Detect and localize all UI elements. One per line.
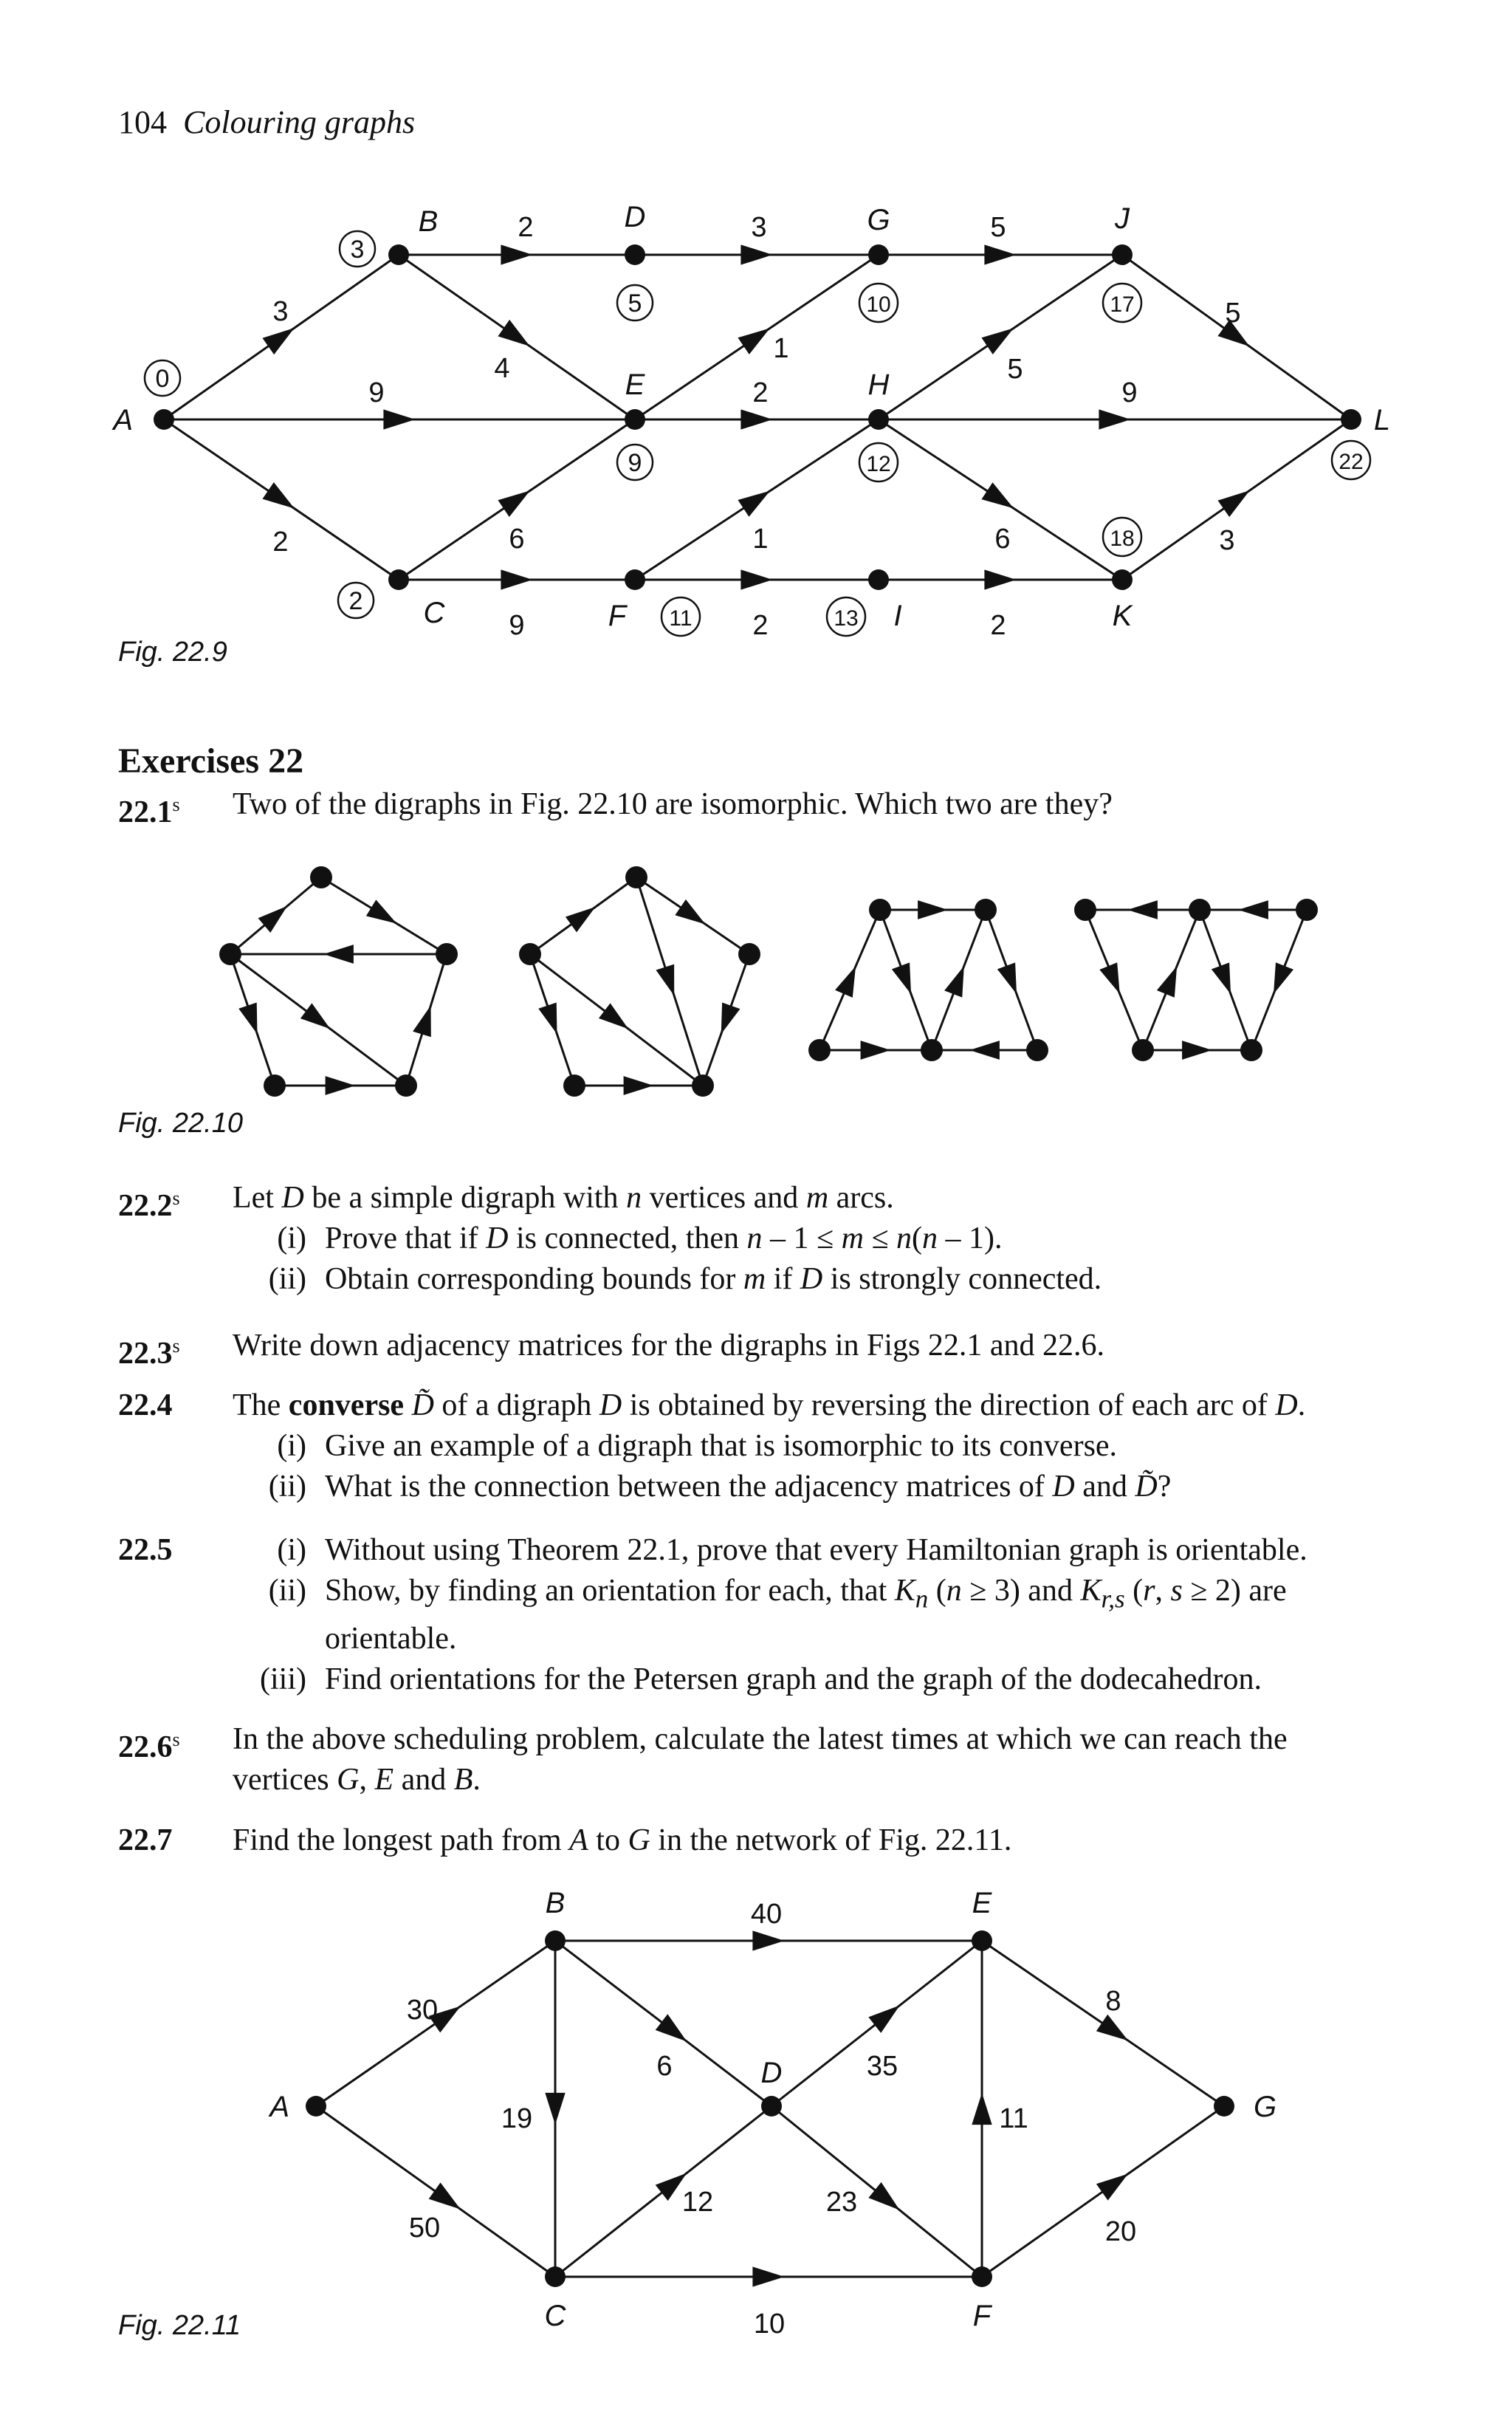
exercise-22-1: [118, 784, 1432, 829]
vertex-A: [306, 2096, 326, 2117]
arrow-B-D: [501, 244, 532, 264]
digraph-1-vertex-5: [395, 1075, 417, 1097]
digraph-3-arrow-1: [918, 900, 948, 919]
digraph-1-vertex-3: [436, 943, 458, 965]
arrow-H-K: [981, 482, 1014, 508]
arrow-G-J: [984, 244, 1016, 264]
vertex-time-B: 3: [350, 236, 365, 264]
figure-22-9-caption: Fig. 22.9: [118, 637, 227, 668]
arrow-D-G: [740, 244, 772, 264]
exercise-text: Two of the digraphs in Fig. 22.10 are isomorphic. Which two are they?: [233, 787, 1113, 821]
exercise-number: 22.6$^s$: [118, 1729, 180, 1764]
edge-weight-C-D: 12: [681, 2187, 714, 2218]
digraph-4-arrow-3: [1099, 962, 1119, 994]
digraph-2-arrow-3: [656, 964, 674, 996]
exercise-line-1: In the above scheduling problem, calculate the latest times at which we can reach the: [233, 1722, 1288, 1756]
digraph-2-vertex-5: [692, 1075, 714, 1097]
vertex-label-I: I: [893, 600, 902, 632]
edge-weight-H-L: 9: [1121, 377, 1138, 408]
exercise-part-ii: (ii) Show, by finding an orientation for each, that $K_n$ (n ≥ 3) and $K_{r,s}$ (r, s ≥ 2) are: [268, 1574, 1287, 1614]
digraph-3-vertex-1: [869, 899, 891, 921]
arrow-H-L: [1099, 409, 1130, 429]
exercise-number: 22.3$^s$: [118, 1335, 180, 1371]
edge-weight-E-H: 2: [752, 377, 769, 408]
edge-weight-C-F: 9: [509, 610, 525, 641]
digraph-2-vertex-1: [625, 866, 647, 888]
edge-weight-C-F: 10: [753, 2309, 786, 2340]
vertex-label-B: B: [545, 1887, 566, 1919]
vertex-B: [545, 1930, 566, 1951]
digraph-1-arrow-7: [300, 1003, 330, 1029]
vertex-time-C: 2: [348, 587, 363, 615]
vertex-time-E: 9: [628, 449, 642, 477]
vertex-label-G: G: [1254, 2091, 1277, 2123]
digraph-4-arrow-5: [1212, 962, 1231, 994]
edge-weight-B-D: 6: [656, 2051, 673, 2082]
digraph-1-arrow-4: [238, 1003, 257, 1035]
vertex-time-I: 13: [834, 606, 859, 631]
arrow-B-E: [498, 320, 529, 346]
exercises-heading: Exercises 22: [118, 741, 304, 781]
digraph-2-vertex-2: [519, 943, 541, 965]
exercise-number: 22.1$^s$: [118, 794, 180, 829]
vertex-label-G: G: [867, 204, 890, 236]
arrow-C-E: [498, 490, 529, 517]
exercise-intro: Let D be a simple digraph with n vertices and m arcs.: [233, 1181, 894, 1215]
digraph-4-arrow-4: [1157, 966, 1177, 998]
vertex-label-D: D: [624, 201, 646, 233]
vertex-I: [868, 569, 889, 590]
vertex-D: [625, 244, 645, 265]
vertex-label-F: F: [608, 600, 627, 632]
edge-weight-K-L: 3: [1219, 525, 1235, 556]
digraph-4-arrow-1: [1127, 900, 1158, 919]
arrow-A-B: [262, 328, 294, 354]
digraph-1-arrow-5: [326, 1076, 356, 1095]
figure-22-10: [0, 842, 1512, 1123]
exercise-part-i: (i) Give an example of a digraph that is isomorphic to its converse.: [277, 1429, 1118, 1463]
digraph-4-vertex-1: [1074, 899, 1096, 921]
arrow-B-D: [656, 2014, 687, 2041]
edge-weight-H-J: 5: [1007, 354, 1023, 385]
vertex-label-L: L: [1373, 404, 1391, 436]
vertex-H: [868, 409, 889, 430]
digraph-2-arrow-5: [538, 1003, 557, 1035]
vertex-label-D: D: [760, 2057, 783, 2089]
vertex-F: [625, 569, 645, 590]
digraph-2-arrow-2: [675, 899, 705, 925]
exercise-number: 22.7: [118, 1823, 173, 1857]
digraph-3-vertex-3: [808, 1039, 831, 1061]
arrow-E-G: [738, 328, 769, 354]
digraph-1-vertex-2: [219, 943, 241, 965]
exercise-22-2: [118, 1178, 1432, 1300]
digraph-4-arrow-2: [1238, 900, 1268, 919]
exercise-part-ii: (ii) What is the connection between the adjacency matrices of D and D̃?: [268, 1470, 1172, 1504]
vertex-label-C: C: [544, 2300, 566, 2332]
digraph-3-vertex-2: [975, 899, 997, 921]
digraph-3-vertex-5: [1026, 1039, 1048, 1061]
edge-weight-A-C: 2: [272, 527, 289, 558]
edge-weight-F-I: 2: [752, 610, 769, 641]
exercise-22-4: [118, 1385, 1432, 1507]
vertex-G: [868, 244, 889, 265]
arrow-C-F: [752, 2266, 784, 2286]
digraph-3-arrow-5: [997, 962, 1017, 994]
digraph-2-vertex-4: [563, 1075, 585, 1097]
arrow-B-C: [545, 2093, 565, 2125]
edge-weight-B-D: 2: [518, 212, 534, 243]
vertex-label-B: B: [418, 205, 439, 238]
vertex-label-J: J: [1115, 202, 1130, 235]
figure-22-11: [0, 1876, 1512, 2348]
arrow-A-C: [262, 482, 294, 509]
digraph-3-vertex-4: [921, 1039, 943, 1061]
edge-weight-I-K: 2: [990, 610, 1006, 641]
edge-weight-F-G: 20: [1104, 2216, 1137, 2247]
vertex-C: [388, 569, 409, 590]
arrow-I-K: [984, 569, 1016, 589]
arrow-F-G: [1096, 2174, 1128, 2201]
digraph-3-arrow-7: [969, 1041, 1000, 1060]
digraph-4-arrow-7: [1182, 1041, 1212, 1060]
exercise-text: Write down adjacency matrices for the digraphs in Figs 22.1 and 22.6.: [233, 1329, 1105, 1363]
exercise-22-6: [118, 1719, 1432, 1800]
vertex-J: [1112, 244, 1133, 265]
edge-weight-H-K: 6: [994, 524, 1011, 555]
arrow-E-H: [740, 409, 772, 429]
exercise-22-7: [118, 1820, 1432, 1861]
edge-weight-J-L: 5: [1225, 298, 1241, 329]
vertex-label-F: F: [972, 2300, 992, 2332]
digraph-1-arrow-1: [258, 906, 287, 933]
digraph-4-vertex-3: [1296, 899, 1318, 921]
vertex-label-H: H: [867, 369, 890, 401]
edge-weight-B-E: 4: [494, 353, 510, 384]
digraph-3-arrow-2: [835, 966, 856, 998]
edge-weight-E-G: 8: [1105, 1986, 1121, 2017]
vertex-label-C: C: [423, 597, 445, 629]
edge-weight-F-E: 11: [999, 2103, 1028, 2134]
digraph-4-vertex-4: [1132, 1039, 1154, 1061]
digraph-4-vertex-5: [1240, 1039, 1262, 1061]
digraph-1-arrow-6: [413, 1006, 431, 1038]
vertex-time-G: 10: [866, 292, 891, 317]
exercise-number: 22.5: [118, 1533, 173, 1567]
edge-weight-F-H: 1: [752, 524, 769, 555]
edge-weight-D-E: 35: [866, 2051, 898, 2082]
vertex-label-A: A: [269, 2091, 289, 2123]
exercise-text: Find the longest path from A to G in the network of Fig. 22.11.: [233, 1823, 1012, 1857]
edge-weight-B-E: 40: [750, 1899, 783, 1930]
digraph-1-vertex-4: [264, 1075, 286, 1097]
digraph-2-arrow-7: [599, 1003, 628, 1029]
figure-22-11-caption: Fig. 22.11: [118, 2310, 241, 2341]
page-number: 104: [118, 104, 167, 140]
vertex-label-A: A: [113, 404, 133, 436]
exercise-22-5: [118, 1530, 1432, 1700]
digraph-2-arrow-4: [721, 1002, 740, 1034]
arrow-A-E: [383, 409, 415, 429]
exercise-part-ii-continued: orientable.: [325, 1622, 457, 1656]
edge-weight-G-J: 5: [990, 212, 1006, 243]
digraph-2-vertex-3: [738, 943, 760, 965]
exercise-line-2: vertices G, E and B.: [233, 1763, 481, 1797]
vertex-F: [972, 2266, 992, 2287]
vertex-K: [1112, 569, 1133, 590]
vertex-G: [1214, 2096, 1234, 2117]
arrow-B-E: [752, 1930, 784, 1950]
digraph-3-arrow-4: [944, 966, 964, 998]
vertex-E: [972, 1930, 992, 1951]
edge-weight-A-C: 50: [408, 2213, 441, 2244]
edge-weight-A-E: 9: [368, 377, 385, 408]
vertex-L: [1341, 409, 1361, 430]
vertex-time-L: 22: [1339, 450, 1364, 474]
vertex-label-E: E: [625, 369, 645, 401]
digraph-1-arrow-3: [323, 945, 354, 964]
vertex-time-K: 18: [1110, 527, 1135, 551]
digraph-2-arrow-1: [566, 907, 596, 932]
vertex-D: [761, 2096, 782, 2117]
vertex-B: [388, 244, 409, 265]
arrow-D-E: [868, 2005, 899, 2032]
edge-weight-A-B: 30: [406, 1995, 439, 2026]
arrow-D-F: [868, 2182, 899, 2210]
arrow-E-G: [1096, 2015, 1128, 2041]
arrow-C-F: [501, 569, 532, 589]
figure-22-9: [0, 0, 1512, 679]
vertex-time-H: 12: [866, 452, 891, 476]
exercise-part-iii: (iii) Find orientations for the Petersen graph and the graph of the dodecahedron.: [260, 1662, 1262, 1697]
edge-weight-C-E: 6: [509, 524, 525, 555]
exercise-number: 22.4: [118, 1388, 173, 1422]
digraph-1-vertex-1: [310, 866, 332, 888]
vertex-label-E: E: [972, 1887, 992, 1919]
exercise-part-ii: (ii) Obtain corresponding bounds for m if D is strongly connected.: [268, 1262, 1102, 1296]
arrow-H-J: [981, 328, 1013, 354]
exercise-22-3: [118, 1326, 1432, 1371]
arrow-F-I: [740, 569, 772, 589]
vertex-time-J: 17: [1110, 292, 1135, 317]
edge-weight-A-B: 3: [272, 296, 289, 327]
digraph-2-arrow-6: [624, 1076, 654, 1095]
arrow-K-L: [1217, 490, 1249, 517]
edge-weight-D-F: 23: [825, 2187, 858, 2218]
digraph-4-arrow-6: [1274, 962, 1293, 994]
vertex-C: [545, 2266, 566, 2287]
arrow-F-E: [972, 2093, 992, 2125]
vertex-A: [154, 409, 174, 430]
vertex-time-D: 5: [628, 289, 642, 318]
exercise-part-i: (i) Without using Theorem 22.1, prove that every Hamiltonian graph is orientable.: [277, 1533, 1307, 1567]
edge-weight-D-G: 3: [751, 212, 767, 243]
exercise-part-i: (i) Prove that if D is connected, then n – 1 ≤ m ≤ n(n – 1).: [277, 1221, 1003, 1255]
digraph-3-arrow-6: [861, 1041, 891, 1060]
digraph-3-arrow-3: [892, 962, 911, 994]
arrow-F-H: [738, 491, 770, 517]
figure-22-10-caption: Fig. 22.10: [118, 1108, 243, 1139]
exercise-intro: The converse D̃ of a digraph D is obtained by reversing the direction of each arc of D.: [233, 1388, 1306, 1422]
edge-weight-B-C: 19: [501, 2103, 533, 2134]
vertex-label-K: K: [1112, 600, 1133, 632]
vertex-E: [625, 409, 645, 430]
vertex-time-A: 0: [155, 365, 170, 393]
digraph-1-arrow-2: [366, 899, 397, 923]
exercise-number: 22.2$^s$: [118, 1187, 180, 1223]
edge-weight-E-G: 1: [773, 333, 789, 364]
digraph-4-vertex-2: [1189, 899, 1211, 921]
running-head-title: Colouring graphs: [183, 104, 416, 140]
arrow-A-C: [429, 2182, 461, 2209]
vertex-time-F: 11: [669, 606, 693, 631]
